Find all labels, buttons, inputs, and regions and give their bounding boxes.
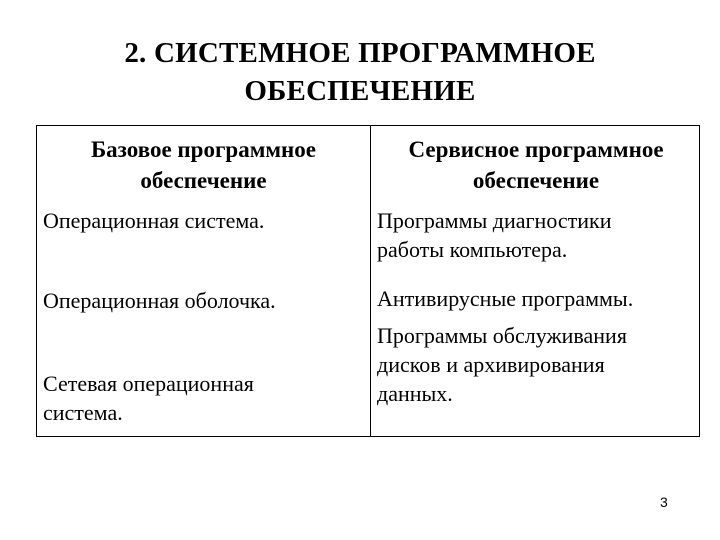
base-item-shell [43, 286, 276, 315]
service-item-diagnostics-line-2: работы компьютера. [377, 237, 568, 262]
service-item-disk-maintenance [377, 321, 627, 408]
service-item-disk-maintenance-line-3: данных. [377, 381, 453, 406]
service-item-disk-maintenance-line-1: Программы обслуживания [377, 323, 627, 348]
service-software-header-line-1: Сервисное программное [408, 137, 664, 162]
base-software-header-line-2: обеспечение [140, 168, 267, 193]
base-item-os [43, 206, 264, 235]
base-software-header-line-1: Базовое программное [90, 137, 317, 162]
page-number: 3 [660, 494, 668, 510]
base-item-network-os [43, 369, 254, 427]
base-software-header [37, 134, 370, 196]
slide-title-line-1: 2. СИСТЕМНОЕ ПРОГРАММНОЕ [124, 37, 596, 69]
software-table [36, 125, 700, 437]
base-item-network-os-line-1: Сетевая операционная [43, 371, 254, 396]
base-item-shell-line-1: Операционная оболочка. [43, 288, 276, 313]
slide-title [40, 34, 680, 110]
service-item-disk-maintenance-line-2: дисков и архивирования [377, 352, 605, 377]
base-item-network-os-line-2: система. [43, 400, 123, 425]
slide-title-line-2: ОБЕСПЕЧЕНИЕ [244, 75, 476, 107]
service-software-header-line-2: обеспечение [472, 168, 600, 193]
service-item-diagnostics-line-1: Программы диагностики [377, 208, 612, 233]
service-item-antivirus [377, 284, 633, 313]
service-item-antivirus-line-1: Антивирусные программы. [377, 286, 634, 311]
service-software-header [371, 134, 701, 196]
service-item-diagnostics [377, 206, 612, 264]
base-item-os-line-1: Операционная система. [43, 208, 265, 233]
